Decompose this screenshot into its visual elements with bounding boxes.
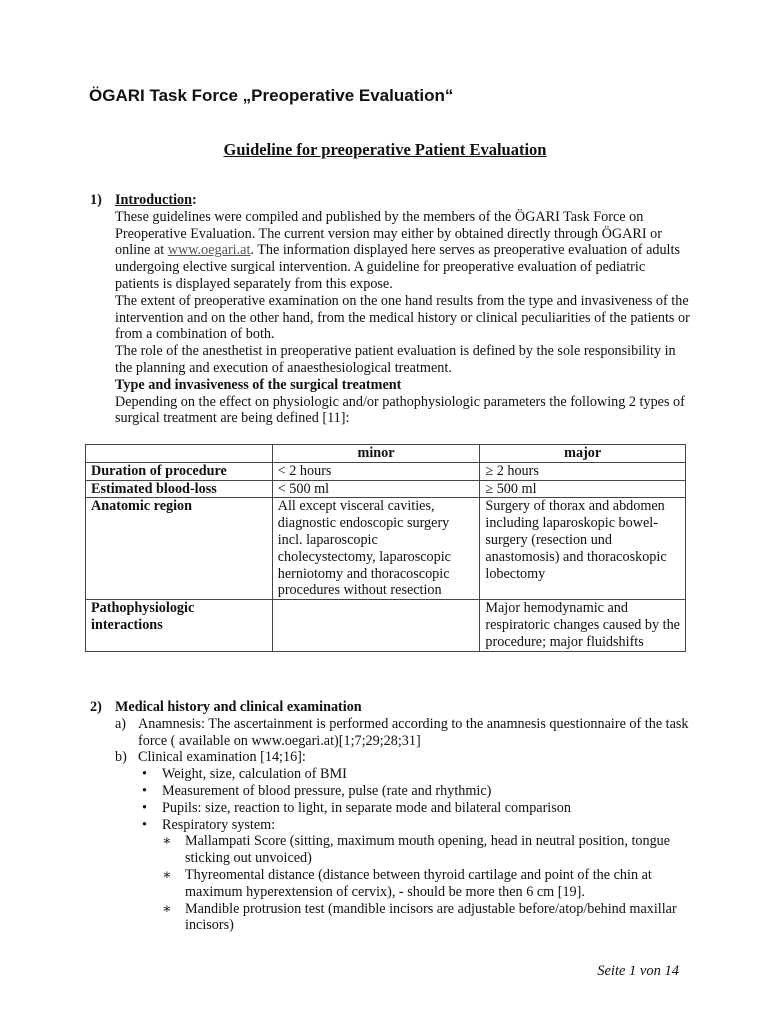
column-header-major: major [480,445,686,463]
sub-bullet-text: Mallampati Score (sitting, maximum mouth opening, head in neutral position, tongue sticking out unvoiced) [185,833,671,867]
surgery-type-table [85,444,686,652]
table-row [86,498,686,600]
minor-cell [272,600,480,651]
bullet-icon: • [142,766,147,783]
major-cell: Major hemodynamic and respiratoric changes caused by the procedure; major fluidshifts [480,600,686,651]
bullet-text: Weight, size, calculation of BMI [162,766,347,783]
list-item [90,901,690,935]
table-row [86,462,686,480]
extent-paragraph: The extent of preoperative examination on the one hand results from the type and invasiveness of the intervention and on the other hand, from the medical history or clinical peculiarities of the patients or from a combination of both. [115,292,690,343]
role-paragraph: The role of the anesthetist in preoperative patient evaluation is defined by the sole responsibility in the planning and execution of anaesthesiological treatment. [115,343,676,376]
minor-cell: < 500 ml [272,480,480,498]
column-header-minor: minor [272,445,480,463]
page-number: Seite 1 von 14 [597,963,679,979]
row-label: Duration of procedure [86,462,273,480]
major-cell: ≥ 500 ml [480,480,686,498]
list-item [90,867,690,901]
table-row [86,480,686,498]
anamnesis-text: Anamnesis: The ascertainment is performed according to the anamnesis questionnaire of the task force ( available on www.oegari.at)[1;7;29;28;31] [138,715,689,749]
bullet-text: Respiratory system: [162,816,276,833]
asterisk-bullet-icon: ∗ [162,900,172,917]
section-number: 2) [90,699,102,715]
intro-text-continued: . The information displayed here serves as preoperative evaluation of adults undergoing elective surgical intervention. A guideline for preoperative evaluation of pediatric patients is displayed separately from this expose. [115,242,680,292]
list-item [90,716,690,750]
section-number: 1) [90,192,102,208]
section-medical-history [90,699,690,934]
bullet-text: Measurement of blood pressure, pulse (rate and rhythmic) [162,782,492,799]
clinical-exam-text: Clinical examination [14;16]: [138,749,306,766]
minor-cell: < 2 hours [272,462,480,480]
sub-bullet-text: Thyreomental distance (distance between thyroid cartilage and point of the chin at maximum hyperextension of cervix), - should be more then 6 cm [19]. [185,866,652,900]
list-item [90,749,690,766]
table-header-row [86,445,686,463]
major-cell: Surgery of thorax and abdomen including laparoskopic bowel-surgery (resection und anastomosis) and thoracoskopic lobectomy [480,498,686,600]
document-title: ÖGARI Task Force „Preoperative Evaluation“ [89,86,454,105]
bullet-icon: • [142,799,147,816]
list-item [90,783,690,800]
bullet-icon: • [142,816,147,833]
asterisk-bullet-icon: ∗ [162,833,172,850]
types-paragraph: Depending on the effect on physiologic and/or pathophysiologic parameters the following 2 types of surgical treatment are being defined [11]: [115,393,685,427]
major-cell: ≥ 2 hours [480,462,686,480]
table-row [86,600,686,651]
intro-paragraph [115,209,690,293]
oegari-link[interactable]: www.oegari.at [167,242,251,259]
section-title: Introduction [115,192,192,208]
list-item [90,817,690,834]
item-marker: b) [115,749,127,766]
item-marker: a) [115,715,127,732]
intro-text: These guidelines were compiled and published by the members of the ÖGARI Task Force on Preoperative Evaluation. The current version may either by obtained directly through ÖGARI or online at [115,208,662,259]
bullet-text: Pupils: size, reaction to light, in separate mode and bilateral comparison [162,799,571,816]
list-item [90,800,690,817]
type-subheading: Type and invasiveness of the surgical treatment [115,376,402,393]
heading-colon: : [192,192,197,208]
section-title: Medical history and clinical examination [115,699,362,715]
list-item [90,833,690,867]
section-heading [90,192,690,209]
row-label: Pathophysiologic interactions [86,600,273,651]
list-item [90,766,690,783]
asterisk-bullet-icon: ∗ [162,866,172,883]
row-label: Estimated blood-loss [86,480,273,498]
document-subtitle: Guideline for preoperative Patient Evaluation [223,140,547,159]
row-label: Anatomic region [86,498,273,600]
table-header-blank [86,445,273,463]
sub-bullet-text: Mandible protrusion test (mandible incisors are adjustable before/atop/behind maxillar incisors) [185,900,677,934]
section-introduction [90,192,690,427]
minor-cell: All except visceral cavities, diagnostic endoscopic surgery incl. laparoscopic cholecystectomy, laparoscopic herniotomy and thoracoscopic procedures without resection [272,498,480,600]
section-heading [90,699,690,716]
bullet-icon: • [142,782,147,799]
